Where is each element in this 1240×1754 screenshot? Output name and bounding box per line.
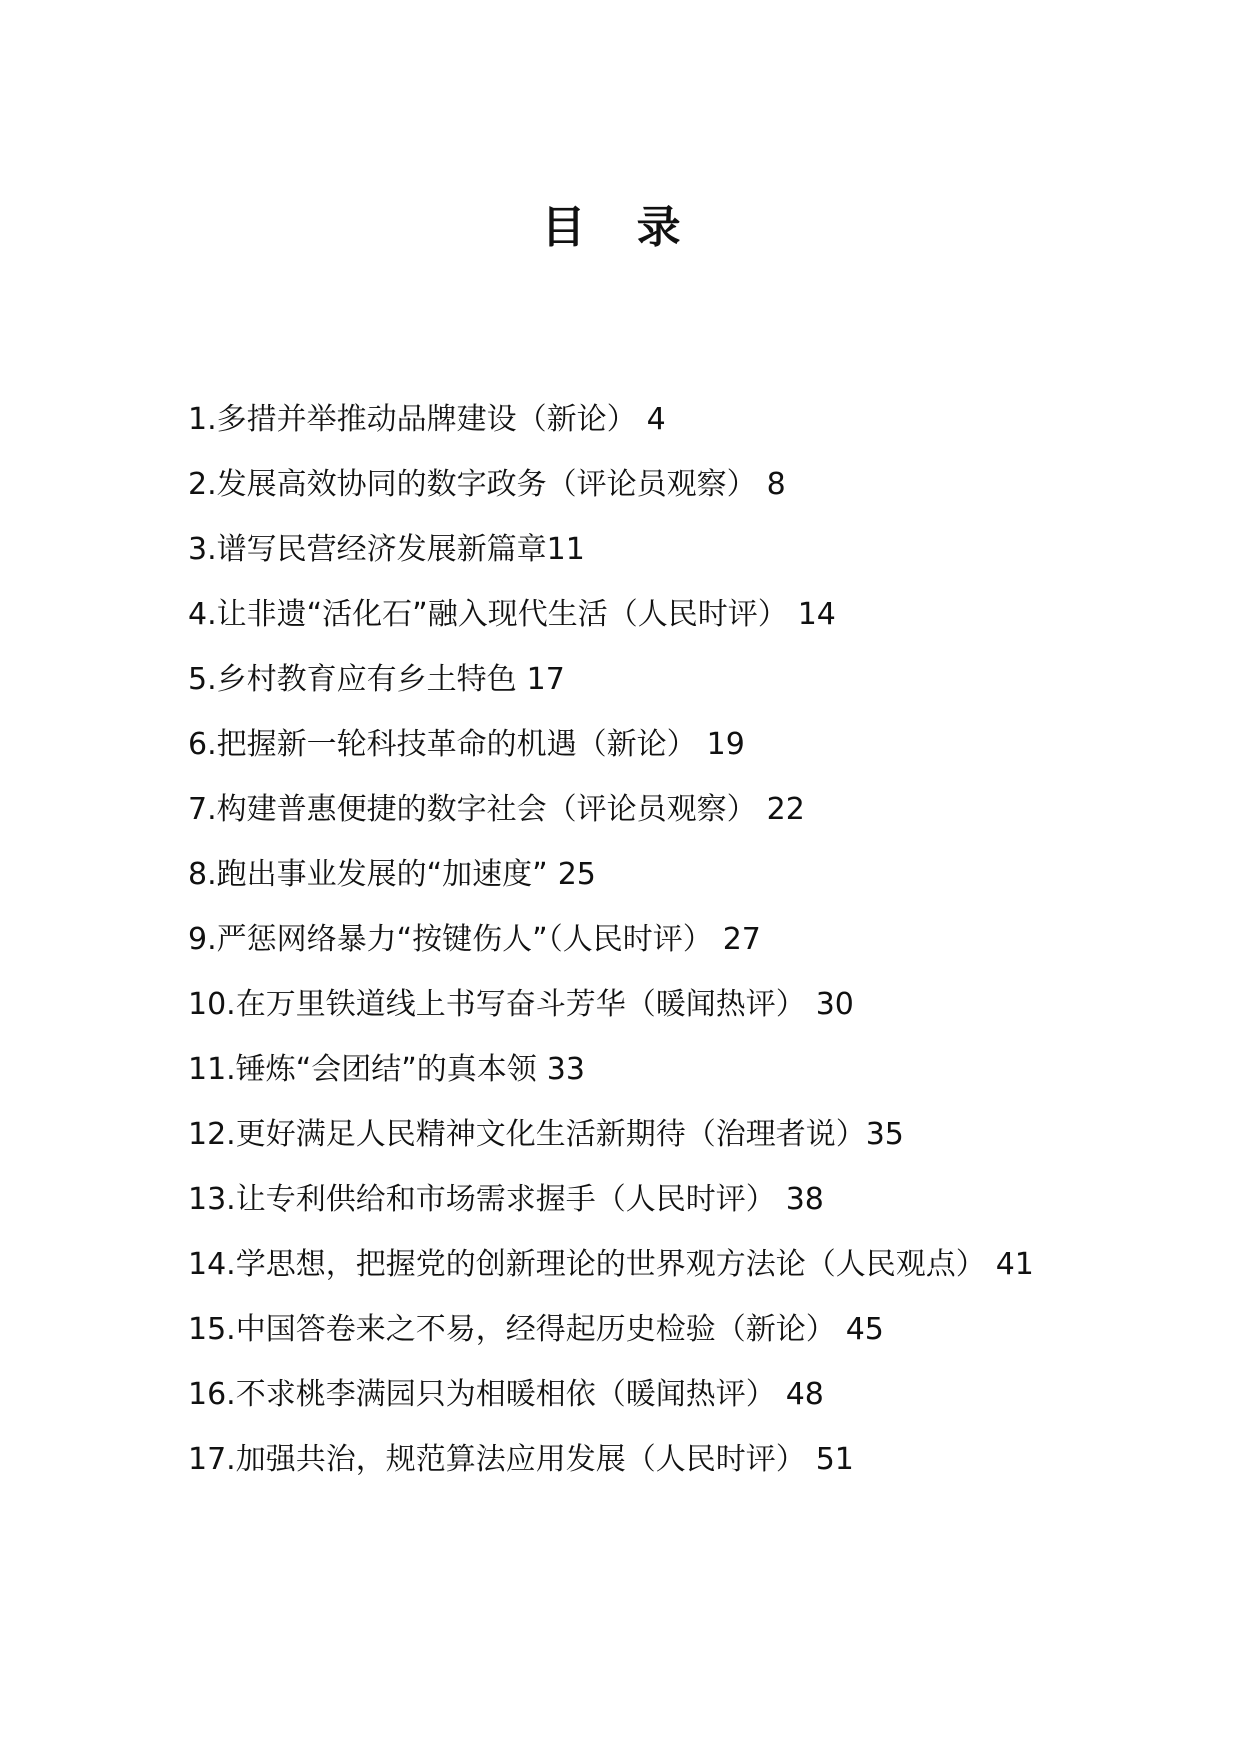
- toc-entry-page: 8: [766, 467, 786, 502]
- toc-entry-text: 10.在万里铁道线上书写奋斗芳华（暖闻热评）: [188, 987, 806, 1022]
- toc-entry-page: 25: [557, 857, 596, 892]
- toc-entry[interactable]: [188, 582, 1068, 647]
- toc-entry-text: 8.跑出事业发展的“加速度”: [188, 857, 548, 892]
- toc-entry-page: 19: [706, 727, 745, 762]
- toc-entry-page: 30: [815, 987, 854, 1022]
- toc-entry[interactable]: [188, 517, 1068, 582]
- toc-title: 目 录: [541, 202, 699, 253]
- toc-entry[interactable]: [188, 1037, 1068, 1102]
- toc-entry-text: 6.把握新一轮科技革命的机遇（新论）: [188, 727, 697, 762]
- toc-entry[interactable]: [188, 1167, 1068, 1232]
- toc-entry-text: 13.让专利供给和市场需求握手（人民时评）: [188, 1182, 776, 1217]
- toc-entry[interactable]: [188, 452, 1068, 517]
- toc-entry[interactable]: [188, 1362, 1068, 1427]
- toc-entry-page: 41: [995, 1247, 1034, 1282]
- toc-entry-page: 4: [646, 402, 666, 437]
- toc-entry-text: 3.谱写民营经济发展新篇章: [188, 532, 547, 567]
- toc-entry-text: 12.更好满足人民精神文化生活新期待（治理者说）: [188, 1117, 866, 1152]
- toc-entry[interactable]: [188, 1427, 1068, 1492]
- toc-entry[interactable]: [188, 387, 1068, 452]
- toc-entry-page: 35: [865, 1117, 904, 1152]
- toc-entry-page: 51: [815, 1442, 854, 1477]
- toc-entry-text: 4.让非遗“活化石”融入现代生活（人民时评）: [188, 597, 788, 632]
- toc-entry[interactable]: [188, 777, 1068, 842]
- toc-entry-text: 7.构建普惠便捷的数字社会（评论员观察）: [188, 792, 757, 827]
- toc-entry-text: 11.锤炼“会团结”的真本领: [188, 1052, 537, 1087]
- toc-entry-text: 5.乡村教育应有乡土特色: [188, 662, 517, 697]
- toc-entry-text: 14.学思想，把握党的创新理论的世界观方法论（人民观点）: [188, 1247, 986, 1282]
- toc-entry-text: 17.加强共治，规范算法应用发展（人民时评）: [188, 1442, 806, 1477]
- toc-list: [188, 387, 1068, 1492]
- toc-entry-text: 1.多措并举推动品牌建设（新论）: [188, 402, 637, 437]
- toc-entry-page: 48: [785, 1377, 824, 1412]
- toc-entry[interactable]: [188, 712, 1068, 777]
- toc-entry[interactable]: [188, 1102, 1068, 1167]
- toc-entry-page: 38: [785, 1182, 824, 1217]
- toc-entry[interactable]: [188, 907, 1068, 972]
- toc-entry[interactable]: [188, 842, 1068, 907]
- toc-entry-text: 16.不求桃李满园只为相暖相依（暖闻热评）: [188, 1377, 776, 1412]
- toc-entry-page: 14: [797, 597, 836, 632]
- toc-entry-page: 11: [546, 532, 585, 567]
- toc-entry-page: 22: [766, 792, 805, 827]
- toc-entry[interactable]: [188, 647, 1068, 712]
- toc-entry-page: 33: [546, 1052, 585, 1087]
- toc-entry[interactable]: [188, 1297, 1068, 1362]
- toc-entry-text: 15.中国答卷来之不易，经得起历史检验（新论）: [188, 1312, 836, 1347]
- toc-entry-page: 27: [722, 922, 761, 957]
- toc-entry-text: 2.发展高效协同的数字政务（评论员观察）: [188, 467, 757, 502]
- toc-entry-text: 9.严惩网络暴力“按键伤人”（人民时评）: [188, 922, 713, 957]
- toc-entry-page: 45: [845, 1312, 884, 1347]
- toc-entry[interactable]: [188, 1232, 1068, 1297]
- toc-entry-page: 17: [526, 662, 565, 697]
- toc-entry[interactable]: [188, 972, 1068, 1037]
